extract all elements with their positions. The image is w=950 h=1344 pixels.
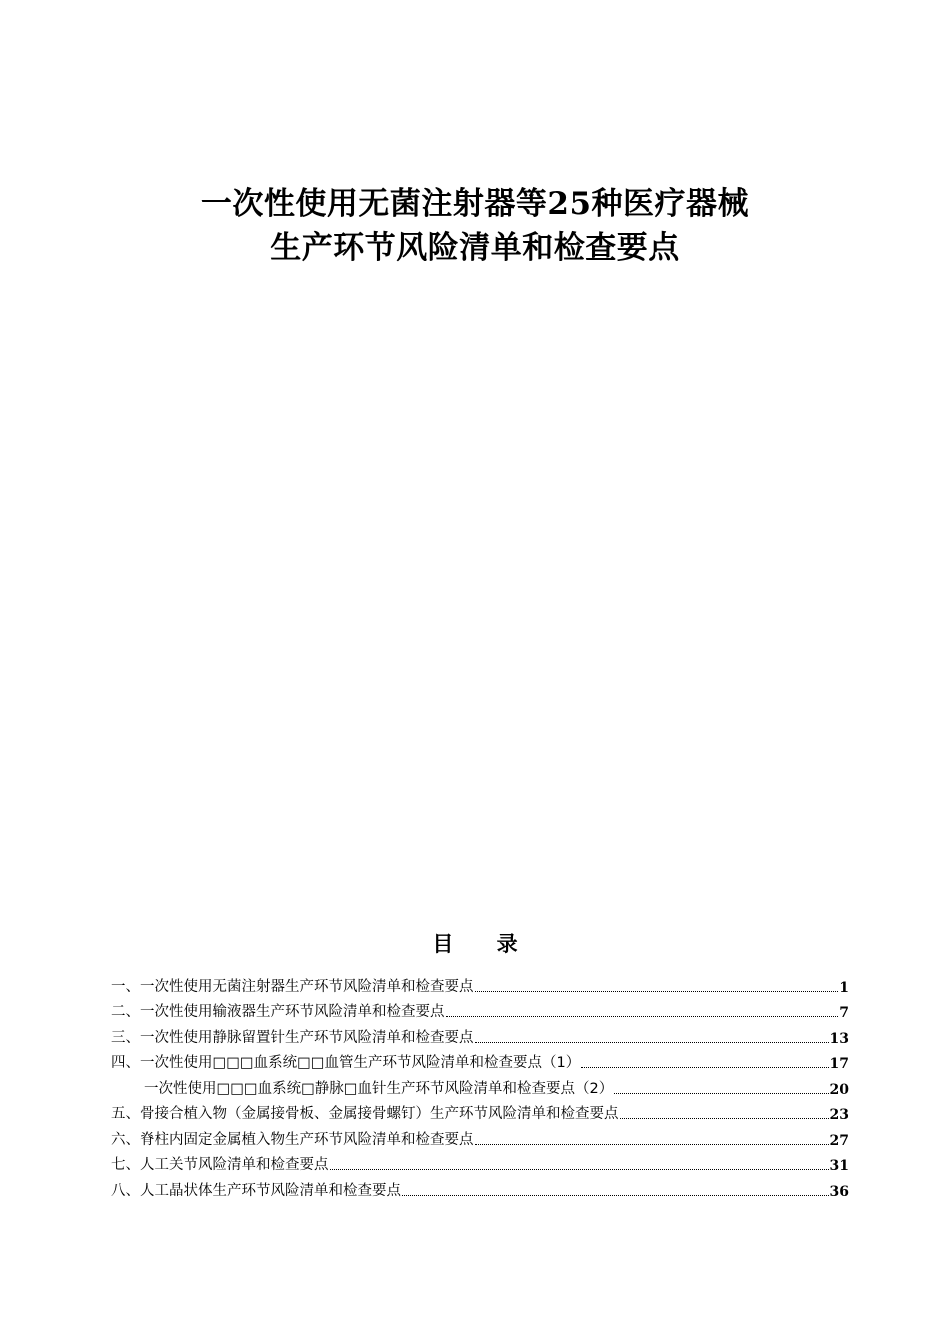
toc-entry-page: 13 — [829, 1030, 849, 1047]
toc-dot-leader — [402, 1195, 829, 1196]
toc-entry[interactable] — [111, 1149, 849, 1175]
toc-dot-leader — [475, 991, 839, 992]
toc-entry-number: 二、 — [111, 1004, 140, 1020]
toc-entry[interactable] — [111, 1123, 849, 1149]
toc-dot-leader — [620, 1118, 829, 1119]
document-title — [0, 182, 950, 270]
toc-entry-title: 人工晶状体生产环节风险清单和检查要点 — [140, 1182, 401, 1199]
toc-entry-title: 一次性使用无菌注射器生产环节风险清单和检查要点 — [140, 978, 474, 995]
toc-entry-page: 31 — [829, 1158, 849, 1174]
toc-entry-title: 一次性使用静脉留置针生产环节风险清单和检查要点 — [140, 1029, 474, 1046]
toc-entry-title: 人工关节风险清单和检查要点 — [140, 1157, 329, 1173]
toc-entry[interactable] — [111, 1021, 849, 1047]
toc-entry-page: 7 — [839, 1005, 849, 1021]
toc-entry[interactable] — [111, 1098, 849, 1124]
toc-entry-page: 20 — [829, 1081, 849, 1098]
toc-entry-number: 一、 — [111, 978, 140, 995]
toc-entry-number: 三、 — [111, 1029, 140, 1046]
toc-entry-page: 27 — [829, 1132, 849, 1149]
document-title-line-1: 一次性使用无菌注射器等25种医疗器械 — [200, 186, 750, 222]
toc-entry-sub[interactable] — [111, 1072, 849, 1098]
toc-entry-title: 脊柱内固定金属植入物生产环节风险清单和检查要点 — [140, 1131, 474, 1148]
toc-entry-page: 23 — [829, 1107, 849, 1123]
toc-entry-title: 一次性使用输液器生产环节风险清单和检查要点 — [140, 1004, 445, 1020]
toc-entry-number: 五、 — [111, 1106, 140, 1122]
toc-entry-page: 1 — [839, 979, 849, 996]
toc-entry-page: 36 — [829, 1183, 849, 1200]
toc-dot-leader — [614, 1093, 828, 1094]
toc-dot-leader — [475, 1042, 829, 1043]
toc-entry[interactable] — [111, 970, 849, 996]
toc-entry-title: 一次性使用□□□血系统□静脉□血针生产环节风险清单和检查要点（2） — [144, 1080, 614, 1097]
toc-entry-page: 17 — [829, 1056, 849, 1072]
toc-heading: 目 录 — [432, 932, 536, 956]
toc-entry-number: 八、 — [111, 1182, 140, 1199]
toc-dot-leader — [330, 1169, 829, 1170]
toc-entry[interactable] — [111, 1174, 849, 1200]
toc-entry-number: 七、 — [111, 1157, 140, 1173]
toc-entry[interactable] — [111, 996, 849, 1022]
toc-entry-title: 一次性使用□□□血系统□□血管生产环节风险清单和检查要点（1） — [140, 1055, 581, 1071]
toc-dot-leader — [446, 1016, 839, 1017]
toc-entry[interactable] — [111, 1047, 849, 1073]
toc-entry-title: 骨接合植入物（金属接骨板、金属接骨螺钉）生产环节风险清单和检查要点 — [140, 1106, 619, 1122]
document-title-line-2: 生产环节风险清单和检查要点 — [270, 230, 680, 266]
toc-dot-leader — [475, 1144, 829, 1145]
toc-entry-number: 六、 — [111, 1131, 140, 1148]
toc-entry-number: 四、 — [111, 1055, 140, 1071]
table-of-contents — [111, 970, 849, 1200]
toc-dot-leader — [581, 1067, 828, 1068]
